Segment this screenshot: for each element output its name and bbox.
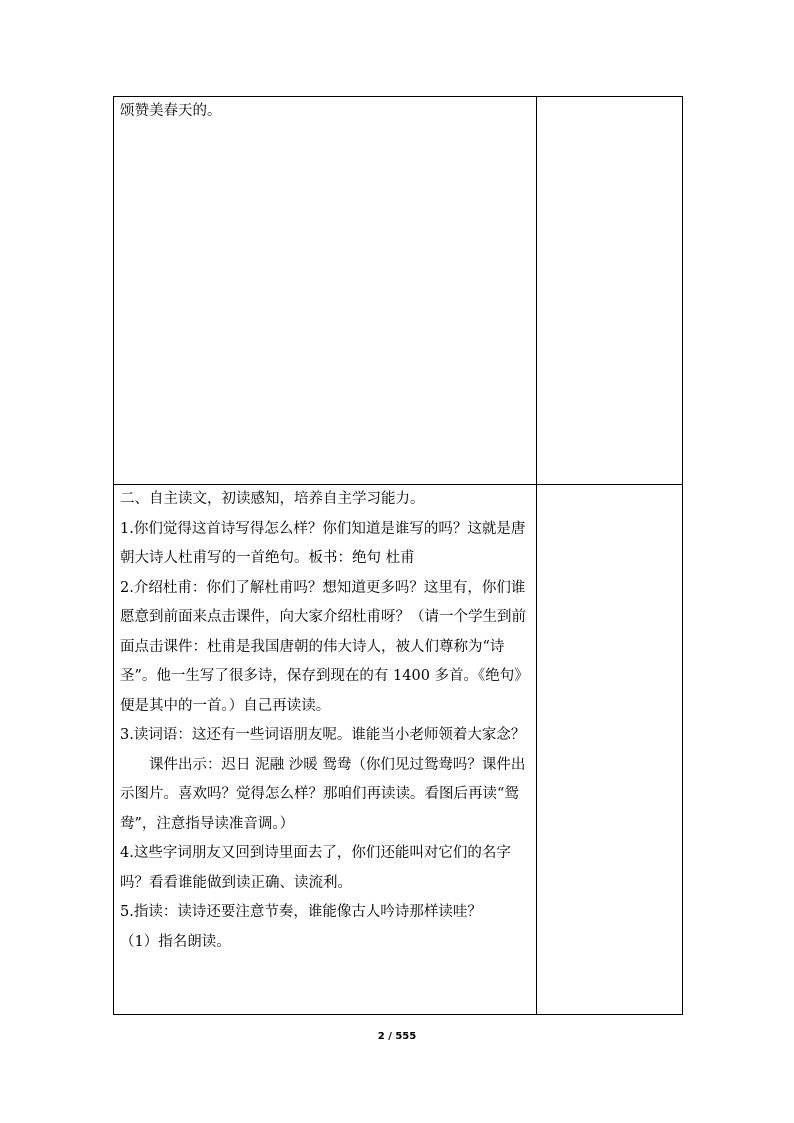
paragraph: 4.这些字词朋友又回到诗里面去了，你们还能叫对它们的名字吗？看看谁能做到读正确、读流利。: [120, 845, 511, 891]
table-row: [114, 97, 683, 485]
paragraph: 课件出示：迟日 泥融 沙暖 鸳鸯（你们见过鸳鸯吗？课件出示图片。喜欢吗？觉得怎么样？那咱们再读读。看图后再读“鸳鸯”，注意指导读准音调。）: [120, 756, 526, 832]
paragraph: 3.读词语：这还有一些词语朋友呢。谁能当小老师领着大家念？: [120, 727, 526, 743]
table-row: [114, 485, 683, 1015]
section-heading: 二、自主读文，初读感知，培养自主学习能力。: [120, 491, 425, 507]
paragraph: 颂赞美春天的。: [120, 103, 222, 119]
notes-cell: [537, 485, 683, 1015]
paragraph: （1）指名朗读。: [120, 933, 231, 950]
lesson-plan-table: [113, 96, 683, 1015]
paragraph: 2.介绍杜甫：你们了解杜甫吗？想知道更多吗？这里有，你们谁愿意到前面来点击课件，向大家介绍杜甫呀？（请一个学生到前面点击课件：杜甫是我国唐朝的伟大诗人，被人们尊称为“诗圣”。他一生写了很多诗，保存到现在的有 1400 多首。《绝句》便是其中的一首。）自己再读读。: [120, 579, 529, 714]
paragraph: 5.指读：读诗还要注意节奏，谁能像古人吟诗那样读哇？: [120, 904, 482, 920]
page-number: 2 / 555: [377, 1031, 417, 1042]
notes-cell: [537, 97, 683, 485]
content-cell: [114, 485, 537, 1015]
paragraph: 1.你们觉得这首诗写得怎么样？你们知道是谁写的吗？这就是唐朝大诗人杜甫写的一首绝句。板书：绝句 杜甫: [120, 520, 526, 566]
content-cell: [114, 97, 537, 485]
